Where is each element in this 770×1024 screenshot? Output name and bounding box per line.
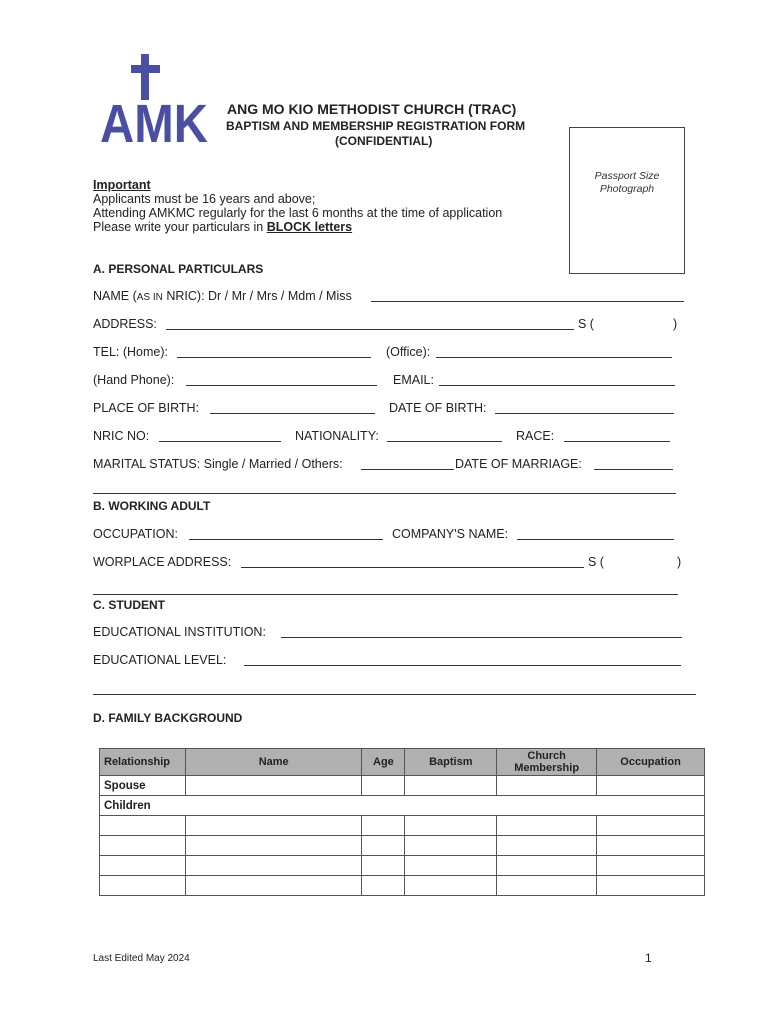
- table-row: [100, 796, 705, 816]
- company-name-label: COMPANY'S NAME:: [392, 527, 509, 541]
- col-occupation: Occupation: [597, 749, 705, 776]
- table-cell[interactable]: [597, 816, 705, 836]
- table-cell[interactable]: [497, 876, 597, 896]
- family-background-table: [99, 748, 705, 896]
- place-of-birth-field[interactable]: [210, 413, 375, 414]
- table-cell[interactable]: [100, 816, 186, 836]
- company-name-field[interactable]: [517, 539, 674, 540]
- col-relationship: Relationship: [100, 749, 186, 776]
- table-cell[interactable]: [100, 856, 186, 876]
- nationality-label: NATIONALITY:: [295, 429, 379, 443]
- table-cell[interactable]: [405, 856, 497, 876]
- address-postal-label: S (: [578, 317, 594, 331]
- section-b-heading: B. WORKING ADULT: [93, 499, 211, 513]
- table-cell[interactable]: [497, 836, 597, 856]
- col-age: Age: [362, 749, 405, 776]
- form-subtitle: BAPTISM AND MEMBERSHIP REGISTRATION FORM: [226, 119, 526, 133]
- table-row: [100, 816, 705, 836]
- date-of-marriage-field[interactable]: [594, 469, 673, 470]
- hand-phone-label: (Hand Phone):: [93, 373, 175, 387]
- table-row: [100, 856, 705, 876]
- passport-photo-box[interactable]: [569, 127, 685, 274]
- address-field[interactable]: [166, 329, 574, 330]
- table-cell[interactable]: [362, 816, 405, 836]
- race-label: RACE:: [516, 429, 555, 443]
- church-logo: [100, 52, 210, 154]
- table-cell[interactable]: [185, 836, 361, 856]
- name-label: NAME (AS IN NRIC): Dr / Mr / Mrs / Mdm / Miss: [93, 289, 352, 303]
- table-cell[interactable]: [405, 836, 497, 856]
- section-d-heading: D. FAMILY BACKGROUND: [93, 711, 243, 725]
- race-field[interactable]: [564, 441, 670, 442]
- section-divider: [93, 594, 678, 595]
- section-c-heading: C. STUDENT: [93, 598, 165, 612]
- address-postal-close: ): [673, 317, 678, 331]
- logo-text: AMK: [100, 94, 208, 154]
- email-label: EMAIL:: [393, 373, 434, 387]
- date-of-birth-label: DATE OF BIRTH:: [389, 401, 487, 415]
- occupation-label: OCCUPATION:: [93, 527, 178, 541]
- tel-office-field[interactable]: [436, 357, 672, 358]
- tel-home-field[interactable]: [177, 357, 371, 358]
- table-cell[interactable]: [597, 776, 705, 796]
- workplace-postal-label: S (: [588, 555, 604, 569]
- col-baptism: Baptism: [405, 749, 497, 776]
- nric-label: NRIC NO:: [93, 429, 150, 443]
- table-cell[interactable]: [362, 876, 405, 896]
- table-cell[interactable]: [185, 816, 361, 836]
- important-line-2: Attending AMKMC regularly for the last 6 months at the time of application: [93, 206, 503, 220]
- table-cell[interactable]: [362, 856, 405, 876]
- table-cell[interactable]: [497, 816, 597, 836]
- col-church-membership: Church Membership: [497, 749, 597, 776]
- table-cell[interactable]: [405, 876, 497, 896]
- date-of-birth-field[interactable]: [495, 413, 674, 414]
- photo-label-line2: Photograph: [599, 183, 655, 195]
- table-header-row: [100, 749, 705, 776]
- institution-label: EDUCATIONAL INSTITUTION:: [93, 625, 266, 639]
- children-label: Children: [100, 796, 705, 816]
- table-cell[interactable]: [597, 876, 705, 896]
- institution-field[interactable]: [281, 637, 682, 638]
- occupation-field[interactable]: [189, 539, 383, 540]
- table-cell[interactable]: [405, 776, 497, 796]
- important-line-3: [93, 220, 352, 234]
- table-cell[interactable]: [100, 836, 186, 856]
- table-cell[interactable]: [497, 776, 597, 796]
- address-label: ADDRESS:: [93, 317, 157, 331]
- table-row: [100, 776, 705, 796]
- table-cell[interactable]: [405, 816, 497, 836]
- email-field[interactable]: [439, 385, 675, 386]
- important-line-3-prefix: Please write your particulars in: [93, 220, 267, 234]
- workplace-address-field[interactable]: [241, 567, 584, 568]
- place-of-birth-label: PLACE OF BIRTH:: [93, 401, 200, 415]
- section-divider: [93, 493, 676, 494]
- date-of-marriage-label: DATE OF MARRIAGE:: [455, 457, 582, 471]
- table-cell[interactable]: [597, 856, 705, 876]
- nric-field[interactable]: [159, 441, 281, 442]
- table-cell[interactable]: [185, 776, 361, 796]
- marital-status-field[interactable]: [361, 469, 454, 470]
- col-name: Name: [185, 749, 361, 776]
- table-cell[interactable]: [362, 776, 405, 796]
- important-line-1: Applicants must be 16 years and above;: [93, 192, 316, 206]
- confidential-label: (CONFIDENTIAL): [335, 134, 433, 148]
- table-cell[interactable]: [362, 836, 405, 856]
- form-title: ANG MO KIO METHODIST CHURCH (TRAC): [227, 101, 517, 117]
- marital-status-label: MARITAL STATUS: Single / Married / Others:: [93, 457, 343, 471]
- workplace-address-label: WORPLACE ADDRESS:: [93, 555, 232, 569]
- page-number: 1: [645, 951, 652, 965]
- table-row: [100, 836, 705, 856]
- table-cell[interactable]: [100, 876, 186, 896]
- table-row: [100, 876, 705, 896]
- educational-level-field[interactable]: [244, 665, 681, 666]
- nationality-field[interactable]: [387, 441, 502, 442]
- important-heading: Important: [93, 178, 151, 192]
- last-edited-note: Last Edited May 2024: [93, 953, 190, 964]
- photo-label-line1: Passport Size: [594, 170, 660, 182]
- name-field[interactable]: [371, 301, 684, 302]
- tel-home-label: TEL: (Home):: [93, 345, 169, 359]
- table-cell[interactable]: [497, 856, 597, 876]
- table-cell[interactable]: [185, 876, 361, 896]
- table-cell[interactable]: [597, 836, 705, 856]
- spouse-label: Spouse: [100, 776, 186, 796]
- block-letters-emphasis: BLOCK letters: [266, 220, 353, 234]
- hand-phone-field[interactable]: [186, 385, 377, 386]
- section-a-heading: A. PERSONAL PARTICULARS: [93, 262, 264, 276]
- tel-office-label: (Office):: [386, 345, 431, 359]
- educational-level-label: EDUCATIONAL LEVEL:: [93, 653, 227, 667]
- section-divider: [93, 694, 696, 695]
- table-cell[interactable]: [185, 856, 361, 876]
- workplace-postal-close: ): [677, 555, 682, 569]
